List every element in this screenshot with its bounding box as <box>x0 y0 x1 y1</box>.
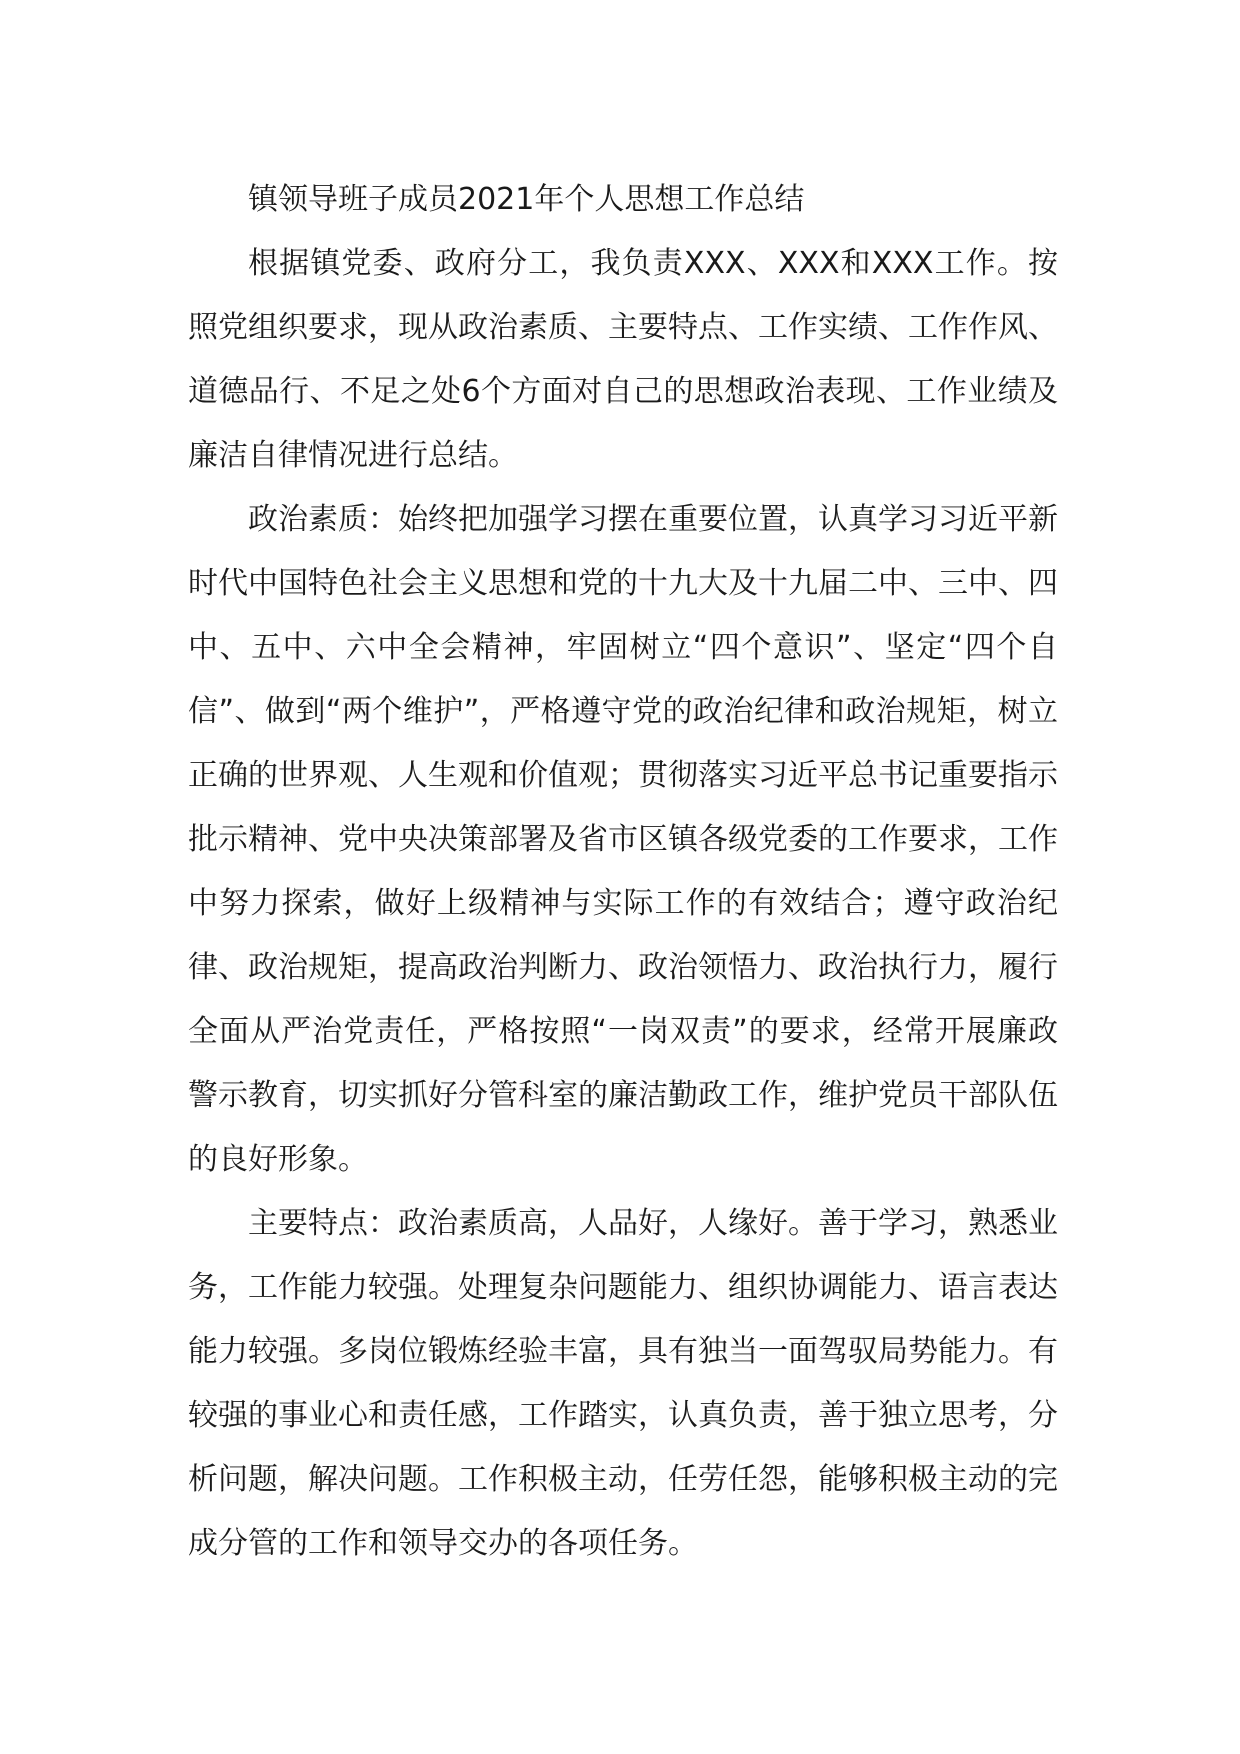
paragraph-political-quality: 政治素质：始终把加强学习摆在重要位置，认真学习习近平新时代中国特色社会主义思想和党的十九大及十九届二中、三中、四中、五中、六中全会精神，牢固树立“四个意识”、坚定“四个自信”、做到“两个维护”，严格遵守党的政治纪律和政治规矩，树立正确的世界观、人生观和价值观；贯彻落实习近平总书记重要指示批示精神、党中央决策部署及省市区镇各级党委的工作要求，工作中努力探索，做好上级精神与实际工作的有效结合；遵守政治纪律、政治规矩，提高政治判断力、政治领悟力、政治执行力，履行全面从严治党责任，严格按照“一岗双责”的要求，经常开展廉政警示教育，切实抓好分管科室的廉洁勤政工作，维护党员干部队伍的良好形象。 <box>188 502 1058 1177</box>
paragraph-intro: 根据镇党委、政府分工，我负责XXX、XXX和XXX工作。按照党组织要求，现从政治素质、主要特点、工作实绩、工作作风、道德品行、不足之处6个方面对自己的思想政治表现、工作业绩及廉洁自律情况进行总结。 <box>188 246 1058 473</box>
document-title: 镇领导班子成员2021年个人思想工作总结 <box>248 182 805 217</box>
document-page <box>188 168 1058 1576</box>
paragraph-main-features: 主要特点：政治素质高，人品好，人缘好。善于学习，熟悉业务，工作能力较强。处理复杂问题能力、组织协调能力、语言表达能力较强。多岗位锻炼经验丰富，具有独当一面驾驭局势能力。有较强的事业心和责任感，工作踏实，认真负责，善于独立思考，分析问题，解决问题。工作积极主动，任劳任怨，能够积极主动的完成分管的工作和领导交办的各项任务。 <box>188 1206 1058 1561</box>
